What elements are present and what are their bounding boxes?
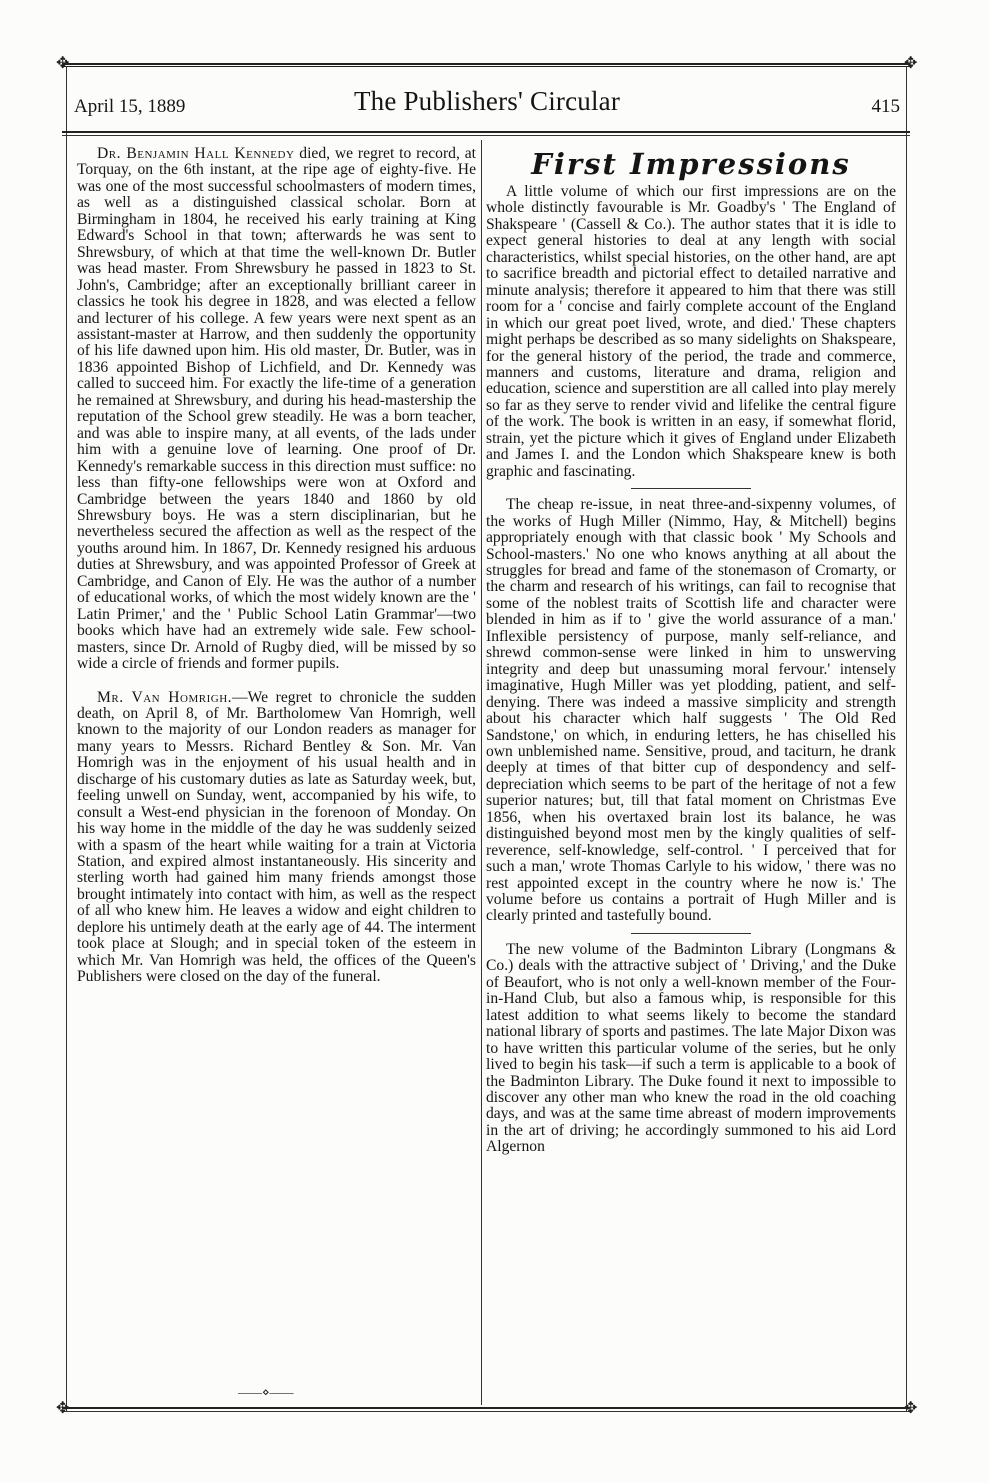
hugh-miller-review: The cheap re-issue, in neat three-and-sixpenny volumes, of the works of Hugh Miller (Nimmo, Hay, & Mitchell) begins appropriately enough with that classic book ' My Schools and School-masters.' No one who knows anything at all about the struggles for bread and fame of the stonemason of Cromarty, or the charm and research of his writings, can fail to recognise that some of the noblest traits of Scottish life and character were blended in him as if to ' give the world assurance of a man.' Inflexible persistency of purpose, manly self-reliance, and shrewd common-sense were linked in him to unswerving integrity and deep but unassuming moral fervour.' intensely imaginative, Hugh Miller was yet plodding, patient, and self-denying. There was indeed a massive simplicity and strength about his character which half suggests ' The Old Red Sandstone,' on which, in enduring letters, he has chiselled his own unblemished name. Sensitive, proud, and taciturn, he drank deeply at times of that bitter cup of despondency and self-depreciation which seems to be part of the heritage of not a few superior natures; but, till that fatal moment on Christmas Eve 1856, when his overtaxed brain lost its balance, he was distinguished beyond most men by the kingly qualities of self-reverence, self-knowledge, self-control. ' I perceived that for such a man,' wrote Thomas Carlyle to his widow, ' there was no rest appointed except in the country where he now is.' The volume before us contains a portrait of Hugh Miller and is clearly printed and tastefully bound. [486, 496, 896, 925]
left-border-line [66, 66, 67, 1411]
kennedy-lead: Dr. Benjamin Hall Kennedy [97, 145, 295, 162]
page-header [74, 86, 900, 126]
article-separator [631, 488, 751, 489]
corner-ornament-icon: ✥ [904, 1400, 918, 1417]
bottom-border-rule [62, 1407, 910, 1409]
corner-ornament-icon: ✥ [56, 55, 70, 72]
page-number: 415 [871, 96, 900, 117]
homrigh-body: —We regret to chronicle the sudden death, on April 8, of Mr. Bartholomew Van Homrigh, well known to the majority of our London readers as manager for many years to Messrs. Richard Bentley & Son. Mr. Van Homrigh was in the enjoyment of his usual health and in discharge of his customary duties as late as Saturday week, but, feeling unwell on Sunday, went, accompanied by his wife, to consult a West-end physician in the forenoon of Monday. On his way home in the middle of the day he was suddenly seized with a spasm of the heart while waiting for a train at Victoria Station, and expired almost instantaneously. His sincerity and sterling worth had gained him many friends amongst those brought intimately into contact with him, as well as the respect of all who knew him. He leaves a widow and eight children to deplore his untimely death at the early age of 44. The interment took place at Slough; and in special token of the esteem in which Mr. Van Homrigh was held, the offices of the Queen's Publishers were closed on the day of the funeral. [77, 688, 476, 986]
top-border-rule [62, 63, 910, 65]
column-divider [481, 140, 482, 1405]
right-border-line [906, 66, 907, 1411]
kennedy-obituary [77, 146, 476, 673]
kennedy-body: died, we regret to record, at Torquay, on the 6th instant, at the ripe age of eighty-five. He was one of the most successful schoolmasters of modern times, as well as a distinguished classical scholar. Born at Birmingham in 1804, he received his early training at King Edward's School in that town; afterwards he was sent to Shrewsbury, of which at that time the well-known Dr. Butler was head master. From Shrewsbury he passed in 1823 to St. John's, Cambridge; after an exceptionally brilliant career in classics he took his degree in 1828, and was elected a fellow and lecturer of his college. A few years were next spent as an assistant-master at Harrow, and then suddenly the opportunity of his life dawned upon him. His old master, Dr. Butler, was in 1836 appointed Bishop of Lichfield, and Dr. Kennedy was called to succeed him. For exactly the life-time of a generation he remained at Shrewsbury, and during his head-mastership the reputation of the School grew steadily. He was a born teacher, and was able to inspire many, at all events, of the lads under him with a genuine love of learning. One proof of Dr. Kennedy's remarkable success in this direction must suffice: no less than fifty-one fellowships were won at Oxford and Cambridge between the years 1840 and 1860 by old Shrewsbury boys. He was a stern disciplinarian, but he nevertheless secured the affection as well as the respect of the youths around him. In 1867, Dr. Kennedy resigned his arduous duties at Shrewsbury, and was appointed Professor of Greek at Cambridge, and Canon of Ely. He was the author of a number of educational works, of which the most widely known are the ' Latin Primer,' and the ' Public School Latin Grammar'—two books which have had an extremely wide sale. Few school-masters, since Dr. Arnold of Rugby died, will be missed by so wide a circle of friends and former pupils. [77, 145, 476, 673]
article-separator [631, 933, 751, 934]
right-column [486, 146, 896, 1156]
bottom-border-rule-inner [62, 1411, 910, 1412]
section-title: First Impressions [531, 147, 851, 181]
left-column [77, 146, 476, 986]
publication-title: The Publishers' Circular [353, 86, 621, 116]
badminton-review: The new volume of the Badminton Library (Longmans & Co.) deals with the attractive subject of ' Driving,' and the Duke of Beaufort, who is not only a well-known member of the Four-in-Hand Club, but also a famous whip, is responsible for this latest addition to what seems likely to become the standard national library of sports and pastimes. The late Major Dixon was to have written this particular volume of the series, but he only lived to begin his task—if such a term is applicable to a book of the Badminton Library. The Duke found it next to impossible to discover any other man who knew the road in the old coaching days, and was at the same time abreast of modern improvements in the art of driving; he accordingly summoned to his aid Lord Algernon [486, 940, 896, 1156]
goadby-review: A little volume of which our first impressions are on the whole distinctly favourable is Mr. Goadby's ' The England of Shakspeare ' (Cassell & Co.). The author states that it is idle to expect general histories to deal at any length with social characteristics, whilst special histories, on the other hand, are apt to sacrifice breadth and pictorial effect to detailed narrative and minute analysis; therefore it appeared to him that there was still room for a ' concise and fairly complete account of the England in which our great poet lived, wrote, and died.' These chapters might perhaps be described as so many sidelights on Shakspeare, for the general history of the period, the trade and commerce, manners and customs, literature and drama, religion and education, science and superstition are all called into play merely so far as they serve to render vivid and lifelike the central figure of the work. The book is written in an easy, if somewhat florid, strain, yet the picture which it gives of England under Elizabeth and James I. and the London which Shakspeare knew is both graphic and fascinating. [486, 183, 896, 480]
homrigh-obituary [77, 690, 476, 986]
homrigh-lead: Mr. Van Homrigh. [97, 688, 233, 706]
header-rule [62, 131, 910, 133]
corner-ornament-icon: ✥ [56, 1400, 70, 1417]
top-border-rule-inner [62, 66, 910, 67]
header-rule-inner [62, 135, 910, 136]
corner-ornament-icon: ✥ [904, 55, 918, 72]
end-ornament: ——⋄—— [238, 1385, 294, 1399]
issue-date: April 15, 1889 [74, 96, 186, 117]
